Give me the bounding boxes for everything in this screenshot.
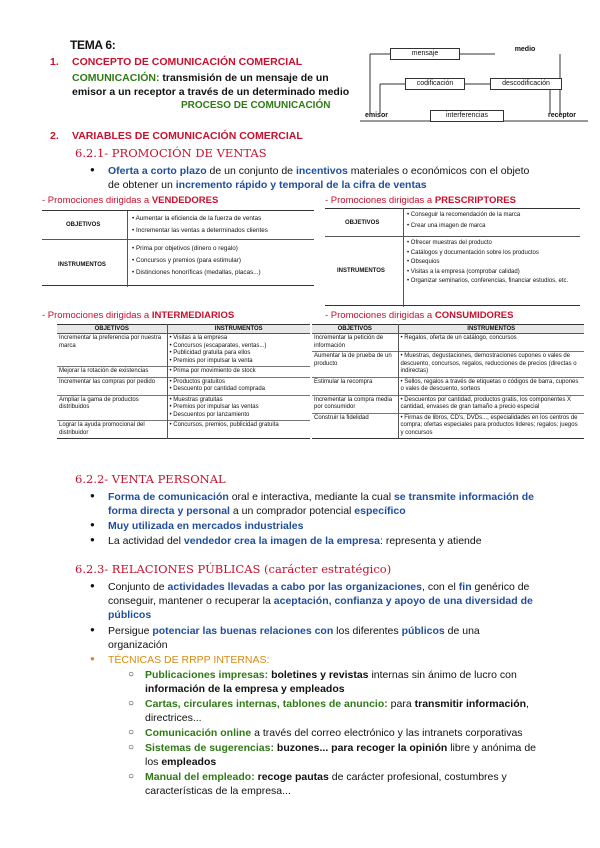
t1-a: Publicaciones impresas: [145, 669, 272, 681]
vend-ins-0: Prima por objetivos (dinero o regalo) [135, 245, 238, 252]
t4-d: los [145, 756, 162, 768]
inter-prefix: - Promociones dirigidas a [42, 310, 152, 321]
section2-number: 2. [50, 130, 59, 142]
section-622-bullet-3 [108, 534, 482, 548]
inter-ins-cell: • Visitas a la empresa • Concursos (escaparates, ventas...) • Publicidad gratuita para ellos • Premios por impulsar la venta [167, 334, 310, 367]
intermediarios-title [42, 310, 234, 321]
b622-a: Forma de comunicación [108, 491, 229, 503]
cons-ins-cell: • Muestras, degustaciones, demostraciones cupones o vales de descuento, concursos, regalos, reducciones de precios (directas o indirectas) [398, 352, 584, 378]
inter-ins-0-0: Visitas a la empresa [173, 335, 228, 341]
cons-obj-cell: Aumentar la de prueba de un producto [314, 353, 392, 367]
b621-f: incremento rápido y temporal de la cifra de ventas [175, 179, 427, 191]
b622-b: oral e interactiva, mediante la cual [228, 491, 394, 503]
comunicacion-definition [72, 71, 349, 99]
bullet-dot: ● [90, 625, 95, 634]
vend-divider [42, 239, 314, 240]
vend-obj-item: • Aumentar la eficiencia de la fuerza de ventas [132, 215, 262, 222]
presc-ins-label: INSTRUMENTOS [337, 268, 385, 274]
cons-ins-cell: • Sellos, regalos a través de etiquetas o códigos de barra, cupones o vales de descuento, sorteos [398, 377, 584, 395]
inter-ins-0-1: Concursos (escaparates, ventas...) [173, 342, 267, 349]
vend-obj-list [132, 215, 312, 235]
diagram-emisor: emisor [365, 112, 388, 119]
inter-h-obj: OBJETIVOS [94, 326, 129, 332]
cons-bold: CONSUMIDORES [434, 310, 514, 321]
t5-b: recoge pautas [257, 771, 329, 783]
section1-number: 1. [50, 56, 59, 68]
circle-bullet: ○ [128, 771, 135, 782]
b623-g: aceptación, confianza y apoyo de una diversidad de [273, 595, 533, 607]
section1-title: CONCEPTO DE COMUNICACIÓN COMERCIAL [72, 56, 303, 68]
cons-ins-3: Descuentos por cantidad, productos gratis, los componentes X cantidad, envases de gran tamaño a precio especial [400, 396, 572, 410]
presc-obj-item: • Crear una imagen de marca [407, 222, 486, 229]
b623-2f: organización [108, 639, 168, 651]
b622-c: se transmite información de [393, 491, 534, 503]
vend-ins-label: INSTRUMENTOS [58, 262, 106, 268]
section2-title: VARIABLES DE COMUNICACIÓN COMERCIAL [72, 130, 303, 142]
table-row [312, 334, 584, 352]
technique-1 [145, 668, 585, 696]
diagram-interferencias: interferencias [430, 110, 504, 122]
inter-ins-3-2: Descuentos por lanzamiento [173, 411, 250, 418]
vend-ins-list [132, 245, 312, 277]
circle-bullet: ○ [128, 698, 135, 709]
section-623-bullet-1 [108, 580, 583, 622]
vend-obj-0: Aumentar la eficiencia de la fuerza de ventas [135, 215, 262, 222]
vend-prefix: - Promociones dirigidas a [42, 195, 152, 206]
cons-h-obj: OBJETIVOS [337, 326, 372, 332]
cons-obj-cell: Estimular la recompra [314, 378, 373, 385]
communication-diagram [360, 42, 588, 126]
cons-h-ins: INSTRUMENTOS [398, 325, 584, 334]
vend-col-divider [127, 211, 128, 287]
cons-obj-cell: Incrementar la compra media por consumidor [314, 396, 393, 410]
b622-3a: La actividad del [108, 535, 184, 547]
table-row [312, 395, 584, 413]
t2-b: para [387, 698, 415, 710]
vend-obj-label: OBJETIVOS [66, 222, 101, 228]
presc-ins-item: • Obsequios [407, 259, 440, 265]
inter-ins-3-0: Muestras gratuitas [173, 396, 223, 403]
diagram-receptor: receptor [548, 112, 577, 119]
t2-c: transmitir información [414, 698, 527, 710]
b621-e: de obtener un [108, 179, 176, 191]
section-622-bullet-1 [108, 490, 583, 518]
presc-ins-2: Obsequios [410, 259, 440, 265]
section-623-bullet-2 [108, 624, 583, 652]
table-row [312, 352, 584, 378]
presc-obj-label: OBJETIVOS [345, 220, 380, 226]
presc-ins-item: • Organizar seminarios, conferencias, financiar estudios, etc. [407, 278, 569, 284]
section-623-title: 6.2.3- RELACIONES PÚBLICAS (carácter estratégico) [75, 562, 392, 576]
table-row [312, 413, 584, 439]
technique-2 [145, 697, 585, 725]
b622-3b: vendedor crea la imagen de la empresa [183, 535, 380, 547]
t1-d: información de la empresa y empleados [145, 683, 345, 695]
t4-c: libre y anónima de [447, 742, 536, 754]
presc-ins-item: • Ofrecer muestras del producto [407, 240, 492, 246]
diagram-mensaje: mensaje [390, 48, 460, 60]
inter-ins-0-2: Publicidad gratuita para ellos [173, 350, 251, 356]
b623-2c: los diferentes [333, 625, 402, 637]
b623-2d: públicos [401, 625, 445, 637]
inter-ins-3-1: Premios por impulsar las ventas [173, 404, 259, 410]
process-title: PROCESO DE COMUNICACIÓN [181, 100, 331, 111]
t5-c: de carácter profesional, costumbres y [328, 771, 507, 783]
vendedores-table [42, 210, 314, 286]
inter-ins-cell: • Prima por movimiento de stock [167, 367, 310, 378]
vend-obj-item: • Incrementar las ventas a determinados clientes [132, 227, 268, 234]
technique-5 [145, 770, 585, 798]
t4-b: buzones... para recoger la opinión [276, 742, 448, 754]
section-621-bullet [108, 164, 578, 192]
bullet-dot: ● [90, 581, 95, 590]
presc-ins-item: • Visitas a la empresa (comprobar calidad) [407, 268, 520, 275]
b623-c: , con el [422, 581, 459, 593]
presc-ins-4: Organizar seminarios, conferencias, financiar estudios, etc. [410, 278, 569, 284]
t2-d: , [526, 698, 529, 710]
cons-ins-4: Firmas de libros, CD's, DVDs..., especialidades en los centros de compra; ofertas especiales para productos líderes; regalos; juegos y concursos [400, 414, 578, 436]
presc-ins-list [407, 240, 579, 286]
t5-a: Manual del empleado: [145, 771, 258, 783]
bullet-dot: ● [90, 165, 95, 174]
prescriptores-table [325, 208, 580, 306]
t2-e: directrices... [145, 712, 202, 724]
section-623-bullet-3: TÉCNICAS DE RRPP INTERNAS: [108, 654, 270, 666]
inter-h-ins: INSTRUMENTOS [167, 325, 310, 334]
section-622-title: 6.2.2- VENTA PERSONAL [75, 472, 226, 486]
table-row [57, 421, 310, 439]
presc-bold: PRESCRIPTORES [434, 195, 516, 206]
t4-e: empleados [161, 756, 217, 768]
diagram-descodificacion: descodificación [490, 78, 562, 90]
b623-h: públicos [108, 609, 152, 621]
b623-b: actividades llevadas a cabo por las organizaciones [167, 581, 422, 593]
b622-d: forma directa y personal [108, 505, 230, 517]
table-row [57, 377, 310, 395]
vend-ins-2: Distinciones honoríficas (medallas, placas...) [135, 269, 261, 276]
presc-obj-0: Conseguir la recomendación de la marca [410, 212, 521, 218]
bullet-dot: ● [90, 654, 95, 663]
presc-obj-item: • Conseguir la recomendación de la marca [407, 212, 521, 218]
cons-ins-cell: • Regalos, oferta de un catálogo, concursos [398, 334, 584, 352]
presc-obj-1: Crear una imagen de marca [410, 222, 486, 229]
inter-ins-2-0: Productos gratuitos [173, 378, 225, 385]
b623-2e: de una [444, 625, 480, 637]
b622-f: específico [354, 505, 406, 517]
cons-ins-2: Sellos, regalos a través de etiquetas o códigos de barra, cupones o vales de descuento, sorteos [400, 378, 579, 392]
inter-obj-cell: Incrementar las compras por pedido [59, 378, 156, 385]
table-row [57, 367, 310, 378]
vend-bold: VENDEDORES [151, 195, 219, 206]
vend-ins-item: • Prima por objetivos (dinero o regalo) [132, 245, 238, 252]
inter-ins-2-1: Descuento por cantidad comprada [173, 386, 266, 392]
tema-title: TEMA 6: [70, 38, 116, 52]
t1-b: boletines y revistas [271, 669, 369, 681]
vend-obj-1: Incrementar las ventas a determinados clientes [135, 227, 268, 234]
presc-prefix: - Promociones dirigidas a [325, 195, 435, 206]
t1-c: internas sin ánimo de lucro con [368, 669, 517, 681]
section-622-bullet-2: Muy utilizada en mercados industriales [108, 520, 304, 532]
table-row [312, 377, 584, 395]
inter-ins-cell: • Concursos, premios, publicidad gratuita [167, 421, 310, 439]
presc-ins-item: • Catálogos y documentación sobre los productos [407, 249, 539, 256]
t4-a: Sistemas de sugerencias: [145, 742, 277, 754]
cons-ins-1: Muestras, degustaciones, demostraciones cupones o vales de descuento, concursos, regalos, reducciones de precios (directas o indirectas) [400, 353, 577, 374]
inter-header-row [57, 325, 310, 334]
inter-obj-cell: Incrementar la preferencia por nuestra marca [59, 335, 162, 349]
bullet-dot: ● [90, 491, 95, 500]
b622-3c: : representa y atiende [379, 535, 482, 547]
table-row [57, 395, 310, 421]
b623-a: Conjunto de [108, 581, 168, 593]
vend-ins-item: • Concursos y premios (para estimular) [132, 257, 241, 264]
cons-prefix: - Promociones dirigidas a [325, 310, 435, 321]
intermediarios-table [57, 324, 310, 439]
inter-ins-4-0: Concursos, premios, publicidad gratuita [173, 422, 279, 428]
b623-2a: Persigue [108, 625, 153, 637]
technique-4 [145, 741, 585, 769]
inter-obj-cell: Ampliar la gama de productos distribuidos [59, 396, 139, 410]
inter-bold: INTERMEDIARIOS [151, 310, 235, 321]
technique-3 [145, 726, 585, 740]
prescriptores-title [325, 195, 516, 206]
circle-bullet: ○ [128, 727, 135, 738]
inter-obj-cell: Mejorar la rotación de existencias [59, 368, 149, 374]
cons-ins-cell: • Firmas de libros, CD's, DVDs..., especialidades en los centros de compra; ofertas especiales para productos líderes; regalos; juegos y concursos [398, 413, 584, 439]
cons-obj-cell: Incrementar la petición de información [314, 335, 384, 349]
b623-d: fin [458, 581, 472, 593]
b623-e: genérico de [471, 581, 530, 593]
presc-obj-list [407, 212, 579, 230]
def-text-1: transmisión de un mensaje de un [162, 72, 329, 84]
table-row [57, 334, 310, 367]
cons-header-row [312, 325, 584, 334]
b621-b: de un conjunto de [206, 165, 296, 177]
t3-b: a través del correo electrónico y las intranets corporativas [251, 727, 523, 739]
presc-divider [325, 236, 580, 237]
t5-d: características de la empresa... [145, 785, 291, 797]
vend-ins-1: Concursos y premios (para estimular) [135, 257, 241, 264]
section-621-title: 6.2.1- PROMOCIÓN DE VENTAS [75, 146, 267, 160]
t2-a: Cartas, circulares internas, tablones de anuncio: [145, 698, 388, 710]
b623-f: conseguir, mantener o recuperar la [108, 595, 274, 607]
def-term: COMUNICACIÓN: [72, 72, 160, 84]
b622-e: a un comprador potencial [229, 505, 355, 517]
presc-ins-3: Visitas a la empresa (comprobar calidad) [410, 268, 520, 275]
vend-ins-item: • Distinciones honoríficas (medallas, placas...) [132, 269, 261, 276]
def-text-2: emisor a un receptor a través de un determinado medio [72, 86, 350, 98]
inter-ins-1-0: Prima por movimiento de stock [173, 368, 256, 374]
t3-a: Comunicación online [145, 727, 252, 739]
presc-col-divider [403, 209, 404, 307]
diagram-medio: medio [514, 46, 536, 53]
diagram-codificacion: codificación [405, 78, 465, 90]
inter-ins-cell: • Productos gratuitos • Descuento por cantidad comprada [167, 377, 310, 395]
consumidores-title [325, 310, 513, 321]
cons-ins-cell: • Descuentos por cantidad, productos gratis, los componentes X cantidad, envases de gran tamaño a precio especial [398, 395, 584, 413]
inter-obj-cell: Lograr la ayuda promocional del distribuidor [59, 422, 145, 436]
circle-bullet: ○ [128, 742, 135, 753]
b621-d: materiales o económicos con el objeto [347, 165, 530, 177]
cons-obj-cell: Construir la fidelidad [314, 414, 369, 421]
consumidores-table [312, 324, 584, 439]
cons-ins-0: Regalos, oferta de un catálogo, concursos [404, 335, 517, 341]
b621-a: Oferta a corto plazo [108, 165, 207, 177]
b621-c: incentivos [295, 165, 348, 177]
inter-ins-cell: • Muestras gratuitas • Premios por impulsar las ventas • Descuentos por lanzamiento [167, 395, 310, 421]
inter-ins-0-3: Premios por impulsar la venta [173, 357, 253, 364]
vendedores-title [42, 195, 218, 206]
presc-ins-1: Catálogos y documentación sobre los productos [410, 249, 539, 256]
bullet-dot: ● [90, 535, 95, 544]
bullet-dot: ● [90, 520, 95, 529]
b623-2b: potenciar las buenas relaciones con [152, 625, 334, 637]
circle-bullet: ○ [128, 669, 135, 680]
presc-ins-0: Ofrecer muestras del producto [410, 240, 492, 246]
